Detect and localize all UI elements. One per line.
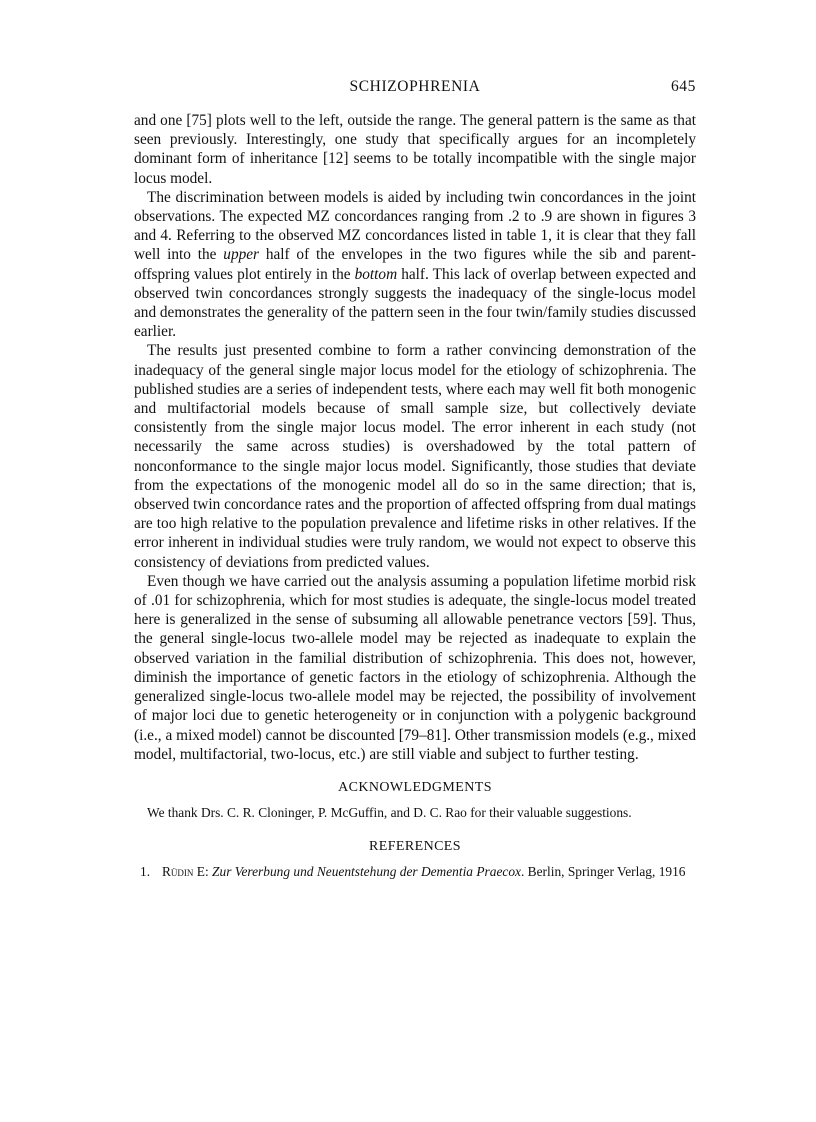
acknowledgments-heading: ACKNOWLEDGMENTS: [338, 779, 492, 795]
paragraph-text: and one [75] plots well to the left, outside the range. The general pattern is the same as that seen previously. Interestingly, one study that specifically argues for an incompletely dominant form of inheritance [12] seems to be totally incompatible with the single major locus model.: [134, 112, 696, 187]
body-text: [134, 111, 696, 764]
reference-number: 1.: [140, 863, 151, 879]
body-paragraph: [134, 341, 696, 571]
body-paragraph: [134, 188, 696, 342]
reference-title: Zur Vererbung und Neuentstehung der Dementia Praecox: [212, 863, 521, 879]
paragraph-text: half. This lack of overlap between expected and observed twin concordances strongly suggests the inadequacy of the single-locus model and demonstrates the generality of the pattern seen in the four twin/family studies discussed earlier.: [134, 265, 697, 341]
acknowledgments-text: We thank Drs. C. R. Cloninger, P. McGuffin, and D. C. Rao for their valuable suggestions.: [147, 804, 632, 820]
paragraph-text: half of the envelopes in the two figures while the sib and parent-offspring values plot entirely in the: [134, 246, 696, 283]
document-page: [134, 78, 696, 880]
paragraph-text: The discrimination between models is aided by including twin concordances in the joint observations. The expected MZ concordances ranging from .2 to .9 are shown in figures 3 and 4. Referring to the observed MZ concordances listed in table 1, it is clear that they fall well into the: [134, 188, 696, 264]
running-header: [134, 78, 696, 104]
reference-author: Rüdin E:: [162, 863, 209, 879]
reference-publisher: . Berlin, Springer Verlag, 1916: [520, 863, 686, 879]
body-paragraph: [134, 111, 696, 188]
paragraph-text: Even though we have carried out the analysis assuming a population lifetime morbid risk of .01 for schizophrenia, which for most studies is adequate, the single-locus model treated here is generalized in the sense of subsuming all allowable penetrance vectors [59]. Thus, the general single-locus two-allele model may be rejected as inadequate to explain the observed variation in the familial distribution of schizophrenia. This does not, however, diminish the importance of genetic factors in the etiology of schizophrenia. Although the generalized single-locus two-allele model may be rejected, the possibility of involvement of major loci due to genetic heterogeneity or in conjunction with a polygenic background (i.e., a mixed model) cannot be discounted [79–81]. Other transmission models (e.g., mixed model, multifactorial, two-locus, etc.) are still viable and subject to further testing.: [134, 572, 696, 763]
references-heading: REFERENCES: [369, 838, 461, 854]
emphasis-text: bottom: [354, 265, 398, 283]
running-title: SCHIZOPHRENIA: [349, 78, 481, 95]
body-paragraph: [134, 572, 696, 764]
emphasis-text: upper: [223, 246, 259, 264]
page-number: 645: [670, 78, 696, 95]
reference-item: [134, 863, 696, 880]
paragraph-text: The results just presented combine to form a rather convincing demonstration of the inadequacy of the general single major locus model for the etiology of schizophrenia. The published studies are a series of independent tests, where each may well fit both monogenic and multifactorial models because of small sample size, but collectively deviate consistently from the single major locus model. The error inherent in each study (not necessarily the same across studies) is overshadowed by the total pattern of nonconformance to the single major locus model. Significantly, those studies that deviate from the expectations of the monogenic model all do so in the same direction; that is, observed twin concordance rates and the proportion of affected offspring from dual matings are too high relative to the population prevalence and lifetime risks in other relatives. If the error inherent in individual studies were truly random, we would not expect to observe this consistency of deviations from predicted values.: [134, 342, 696, 571]
